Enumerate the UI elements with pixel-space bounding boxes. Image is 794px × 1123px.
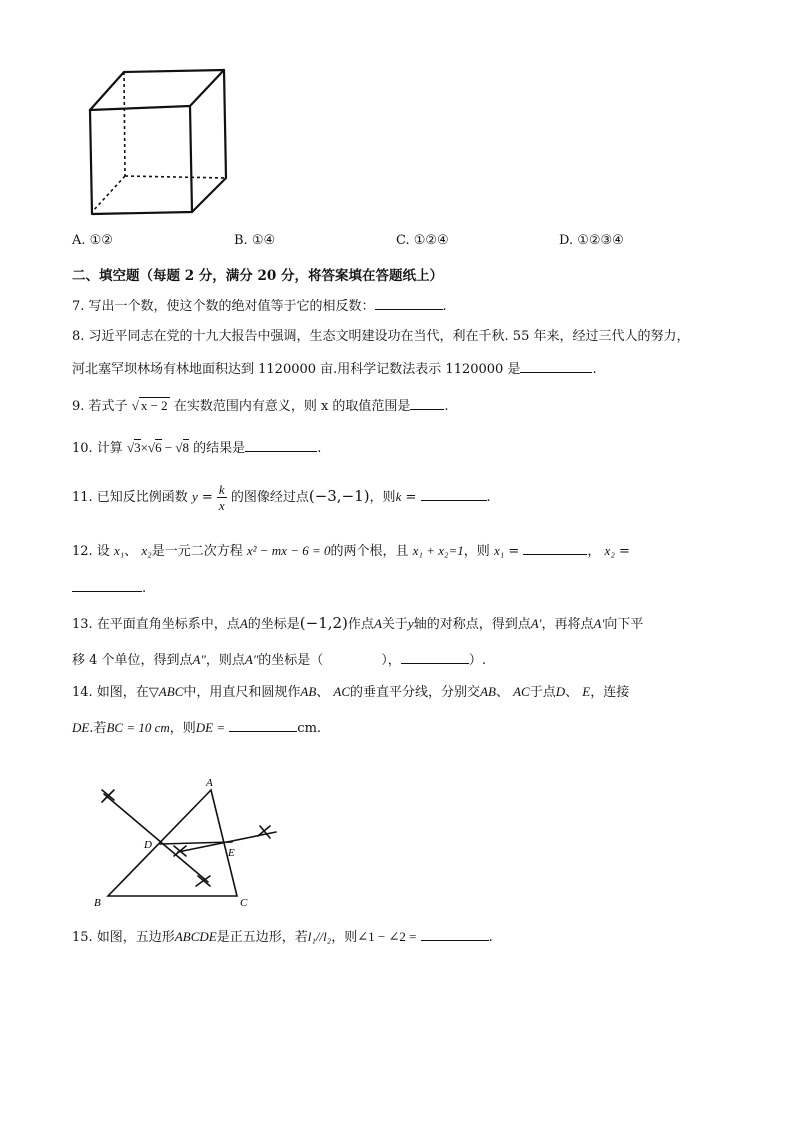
q12-x2-blank[interactable] [72, 578, 142, 592]
q11-fraction: $\frac{k}{x}$ [218, 482, 225, 513]
label-d: D [144, 839, 152, 851]
question-8-line1: 8. 习近平同志在党的十九大报告中强调，生态文明建设功在当代，利在千秋. 55 年来，经过三代人的努力， [72, 329, 690, 344]
option-b[interactable]: B. ①④ [234, 233, 276, 248]
question-9: 9. 若式子 √ x − 2 在实数范围内有意义，则 x 的取值范围是 . [72, 398, 449, 414]
cube-front-face [90, 106, 192, 214]
question-14-line1: 14. 如图，在▽ABC中，用直尺和圆规作AB、 AC的垂直平分线，分别交AB、 AC于点D、 E，连接 [72, 684, 630, 700]
question-7: 7. 写出一个数，使这个数的绝对值等于它的相反数： . [72, 296, 447, 316]
q14-answer-blank[interactable] [229, 718, 297, 732]
question-11: 11. 已知反比例函数 y = $\frac{k}{x}$ 的图像经过点(−3,−1)，则k = . [72, 482, 491, 513]
question-12-line2: . [72, 578, 146, 598]
arc-mark-4 [258, 826, 270, 838]
option-a[interactable]: A. ①② [72, 233, 113, 248]
option-d[interactable]: D. ①②③④ [559, 233, 624, 248]
section-title: 二、填空题（每题 2 分，满分 20 分，将答案填在答题纸上） [72, 268, 443, 284]
q13-answer-blank[interactable] [401, 650, 469, 664]
cube-top-face [90, 70, 224, 110]
bisector-ac [178, 832, 276, 852]
question-10: 10. 计算 √3×√6 − √8 的结果是 . [72, 440, 322, 456]
q12-x1-blank[interactable] [523, 541, 587, 555]
q9-sqrt: √ x − 2 [131, 398, 168, 413]
label-a: A [206, 777, 213, 789]
question-13-line2: 移 4 个单位，得到点A″，则点A″的坐标是（ ）， ）. [72, 652, 486, 668]
question-14-line2: DE.若BC = 10 cm，则DE = cm. [72, 720, 322, 736]
q7-text: 7. 写出一个数，使这个数的绝对值等于它的相反数： [72, 299, 375, 314]
cube-figure [82, 66, 232, 218]
cube-right-face [192, 70, 226, 212]
label-c: C [240, 897, 248, 909]
q15-answer-blank[interactable] [421, 927, 489, 941]
label-e: E [228, 847, 235, 859]
q9-answer-blank[interactable] [410, 396, 444, 410]
question-15: 15. 如图，五边形ABCDE是正五边形，若l₁//l₂，则∠1 − ∠2 = . [72, 929, 493, 945]
cube-hidden-edges [92, 72, 226, 212]
q10-answer-blank[interactable] [245, 438, 317, 452]
question-12-line1: 12. 设 x₁、 x₂是一元二次方程 x² − mx − 6 = 0的两个根，且 x₁ + x₂=1，则 x₁ = ， x₂ = [72, 543, 630, 559]
question-13-line1: 13. 在平面直角坐标系中，点A的坐标是(−1,2)作点A关于y轴的对称点，得到点A′，再将点A′向下平 [72, 614, 644, 632]
bisector-ab [104, 794, 208, 882]
q7-answer-blank[interactable] [375, 296, 443, 310]
q8-answer-blank[interactable] [520, 359, 592, 373]
label-b: B [94, 897, 101, 909]
option-c[interactable]: C. ①②④ [396, 233, 449, 248]
triangle-figure [90, 772, 290, 910]
q11-answer-blank[interactable] [421, 487, 487, 501]
q10-expression: √3×√6 − √8 [126, 440, 190, 455]
question-8-line2: 河北塞罕坝林场有林地面积达到 1120000 亩.用科学记数法表示 1120000 是 . [72, 359, 597, 379]
